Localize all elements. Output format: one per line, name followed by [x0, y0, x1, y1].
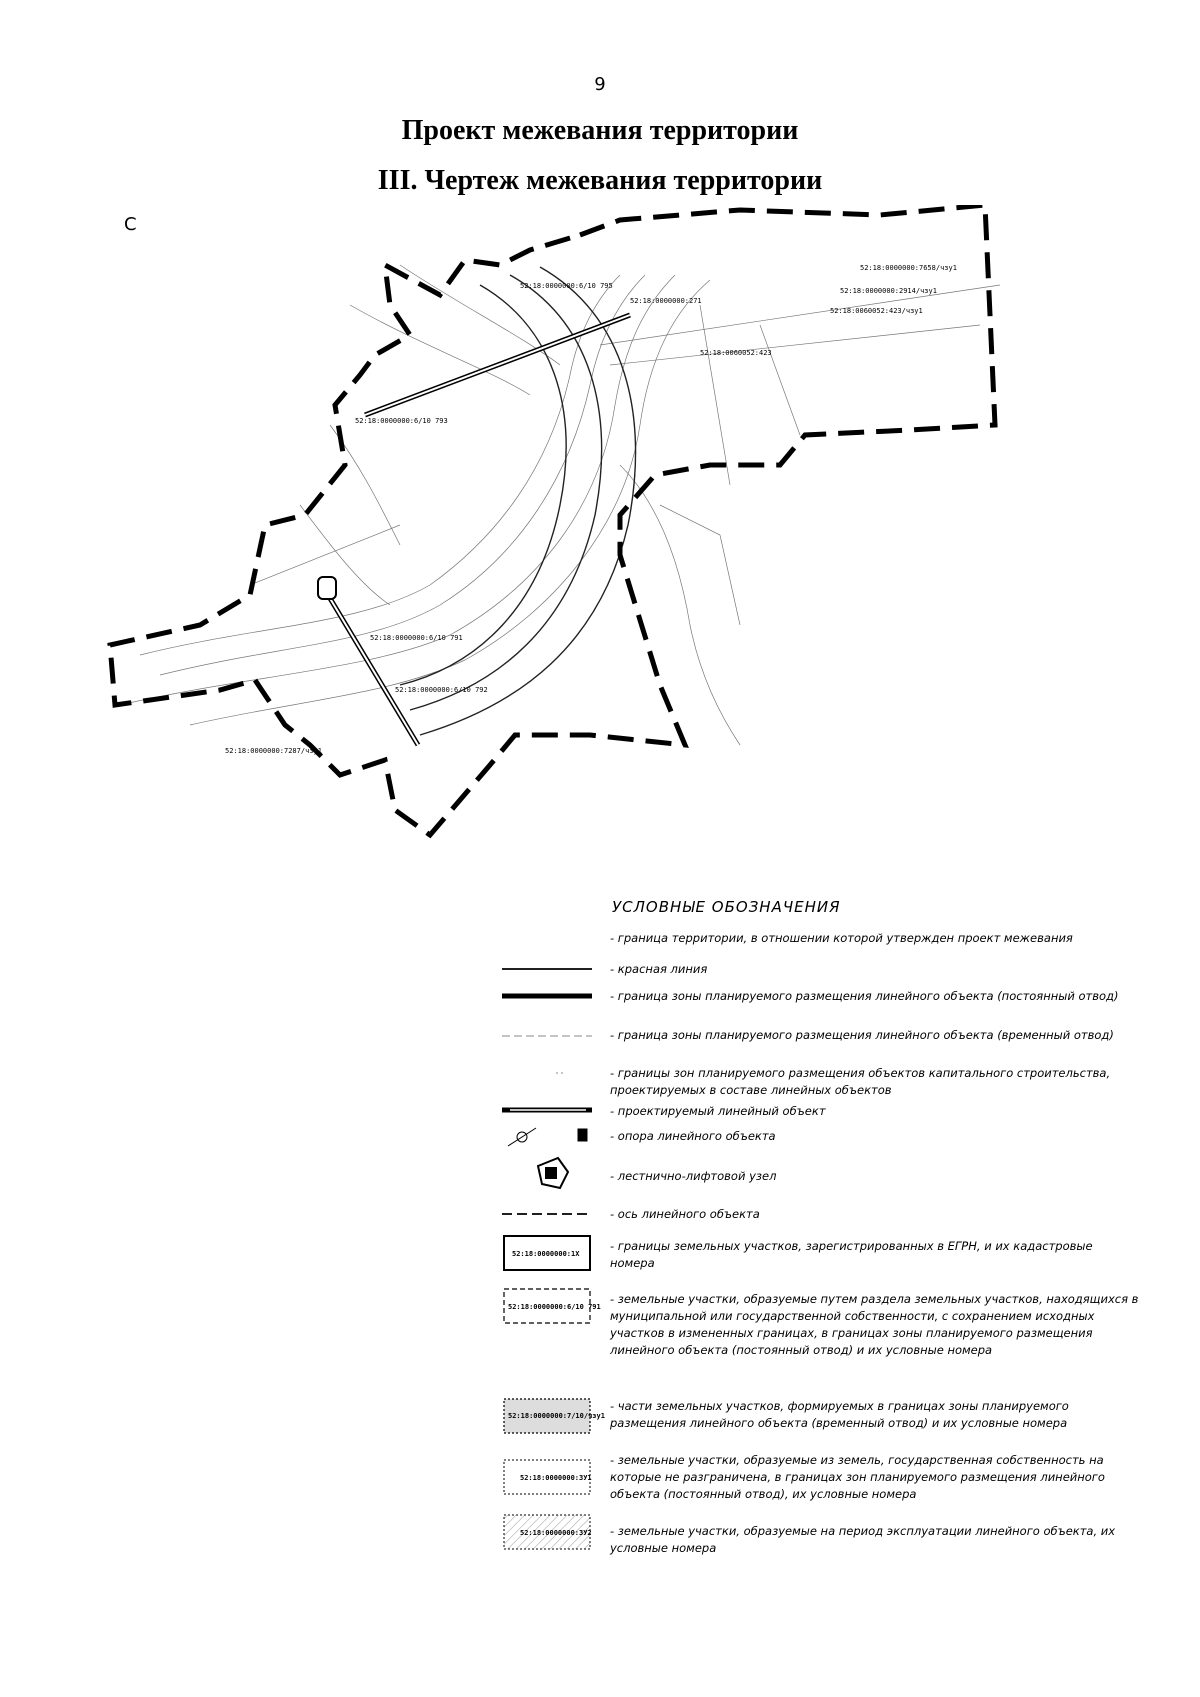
map-label: 52:18:0000000:6/10 793	[355, 417, 448, 425]
surveying-map	[100, 205, 1100, 845]
map-label: 52:18:0000000:6/10 795	[520, 282, 613, 290]
legend-item-text: - проектируемый линейный объект	[610, 1104, 826, 1118]
drawing-title: III. Чертеж межевания территории	[377, 165, 823, 196]
legend-item-text: - ось линейного объекта	[610, 1207, 760, 1221]
legend-item-text: - граница зоны планируемого размещения линейного объекта (временный отвод)	[610, 1028, 1114, 1042]
legend-item-text: - граница зоны планируемого размещения линейного объекта (постоянный отвод)	[610, 989, 1119, 1003]
map-label: 52:18:0000000:7658/чзу1	[860, 264, 957, 272]
legend-code: 52:18:0000000:6/10 791	[508, 1303, 601, 1311]
legend-code: 52:18:0000000:3У2	[520, 1529, 592, 1537]
legend-item-text: - земельные участки, образуемые путем раздела земельных участков, находящихся в муниципальной или государственной собственности, с сохранением исходных участков в измененных границах, в границах зоны планируемого размещения линейного объекта (постоянный отвод) и их условные номера	[610, 1292, 1139, 1357]
projected-linear-object	[318, 315, 630, 745]
legend-item-text: - опора линейного объекта	[610, 1129, 776, 1143]
stair-lift-icon	[538, 1158, 568, 1188]
page-title: Проект межевания территории	[401, 115, 799, 146]
support-icon	[508, 1128, 587, 1146]
page-number: 9	[594, 74, 606, 95]
legend-code: 52:18:0000000:7/10/чзу1	[508, 1412, 605, 1420]
legend-item-text: - земельные участки, образуемые из земель, государственная собственность на которые не разграничена, в границах зон планируемого размещения линейного объекта (постоянный отвод), их условные номера	[610, 1453, 1105, 1501]
north-arrow-icon: С	[124, 214, 137, 235]
map-label: 52:18:0060052:423/чзу1	[830, 307, 923, 315]
legend-item-text: - граница территории, в отношении которой утвержден проект межевания	[610, 931, 1073, 945]
map-label: 52:18:0000000:271	[630, 297, 702, 305]
map-labels	[225, 264, 957, 755]
map-label: 52:18:0000000:6/10 791	[370, 634, 463, 642]
territory-boundary	[110, 205, 995, 835]
legend-title: УСЛОВНЫЕ ОБОЗНАЧЕНИЯ	[612, 898, 841, 916]
legend-item-text: - границы зон планируемого размещения объектов капитального строительства, проектируемых в составе линейных объектов	[610, 1066, 1111, 1097]
legend-symbols	[500, 920, 600, 1560]
legend-code: 52:18:0000000:3У1	[520, 1474, 592, 1482]
map-label: 52:18:0000000:6/10 792	[395, 686, 488, 694]
legend-item-text: - земельные участки, образуемые на период эксплуатации линейного объекта, их условные номера	[610, 1524, 1116, 1555]
map-label: 52:18:0060052:423	[700, 349, 772, 357]
map-label: 52:18:0000000:2914/чзу1	[840, 287, 937, 295]
legend-item-text: - части земельных участков, формируемых в границах зоны планируемого размещения линейного объекта (временный отвод) и их условные номера	[610, 1399, 1069, 1430]
legend-code: 52:18:0000000:1X	[512, 1250, 580, 1258]
legend-item-text: - лестнично-лифтовой узел	[610, 1169, 777, 1183]
legend-item-text: - красная линия	[610, 962, 708, 976]
map-label: 52:18:0000000:7287/чзу1	[225, 747, 322, 755]
legend-item-text: - границы земельных участков, зарегистрированных в ЕГРН, и их кадастровые номера	[610, 1239, 1093, 1270]
